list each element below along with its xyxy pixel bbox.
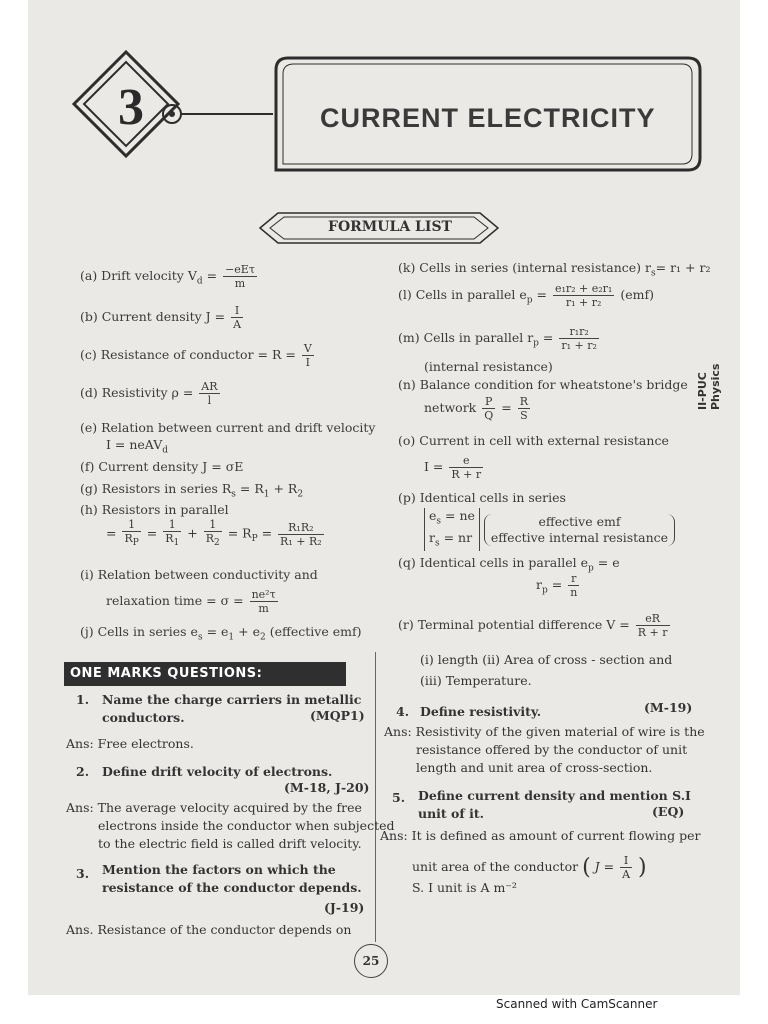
q1-number: 1.	[76, 692, 90, 707]
formula-o: (o) Current in cell with external resistance	[398, 433, 669, 448]
formula-c: (c) Resistance of conductor = R = $\frac{V}{I}$	[80, 342, 312, 369]
q1-text: Name the charge carriers in metallic	[102, 692, 362, 707]
formula-j: (j) Cells in series $e_s = e_1 + e_2$ (effective emf)	[80, 624, 362, 643]
formula-d: (d) Resistivity ρ = $\frac{AR}{l}$	[80, 380, 218, 407]
q3-answer-cont-2: (iii) Temperature.	[420, 673, 532, 688]
q5-tag: (EQ)	[652, 804, 685, 819]
chapter-title: CURRENT ELECTRICITY	[320, 103, 656, 133]
formula-g: (g) Resistors in series $R_s = R_1 + R_2$	[80, 481, 304, 500]
column-divider	[375, 652, 376, 942]
page-number: 25	[354, 944, 388, 978]
formula-n: (n) Balance condition for wheatstone's bridge	[398, 377, 688, 392]
formula-list-title: FORMULA LIST	[328, 219, 452, 235]
q1-answer: Ans: Free electrons.	[66, 736, 194, 751]
formula-h: (h) Resistors in parallel	[80, 502, 229, 517]
q2-answer-2: electrons inside the conductor when subjected	[98, 818, 395, 833]
formula-p-eq: $e_s$ = ne $r_s$ = nr effective emf effective internal resistance	[424, 508, 675, 551]
q3-tag: (J-19)	[324, 900, 365, 915]
formula-b: (b) Current density J = $\frac{I}{A}$	[80, 304, 242, 331]
formula-n-eq: network $\frac{P}{Q}$ = $\frac{R}{S}$	[424, 395, 528, 422]
scanner-watermark: Scanned with CamScanner	[496, 997, 658, 1011]
q1-tag: (MQP1)	[310, 708, 365, 723]
formula-r: (r) Terminal potential difference V = $\frac{eR}{R + r}$	[398, 612, 668, 639]
q4-answer-3: length and unit area of cross-section.	[416, 760, 653, 775]
q5-answer-2: unit area of the conductor ( J = $\frac{I}{A}$ )	[412, 854, 647, 881]
q3-answer-cont-1: (i) length (ii) Area of cross - section and	[420, 652, 673, 667]
book-page	[28, 0, 740, 995]
q4-text: Define resistivity.	[420, 704, 542, 719]
formula-q: (q) Identical cells in parallel $e_p = e$	[398, 555, 620, 574]
q5-text2: unit of it.	[418, 806, 484, 821]
formula-l: (l) Cells in parallel $e_p$ = $\frac{\text{e₁r₂ + e₂r₁}}{\text{r₁ + r₂}}$ (emf)	[398, 282, 654, 309]
formula-e: (e) Relation between current and drift velocity	[80, 420, 376, 435]
q5-text: Define current density and mention S.I	[418, 788, 691, 803]
q2-number: 2.	[76, 764, 90, 779]
formula-h-eq: = $\frac{1}{R_P}$ = $\frac{1}{R_1}$ + $\frac{1}{R_2}$ = $R_P$ = $\frac{\text{R₁R₂}}{\text{R₁ + R₂}}$	[106, 518, 322, 549]
q4-answer-1: Ans: Resistivity of the given material of wire is the	[384, 724, 705, 739]
q3-answer: Ans. Resistance of the conductor depends on	[66, 922, 352, 937]
q2-text: Define drift velocity of electrons.	[102, 764, 333, 779]
q2-answer-3: to the electric field is called drift velocity.	[98, 836, 362, 851]
formula-a: (a) Drift velocity $V_d$ = $\frac{\text{−eEτ}}{m}$	[80, 263, 255, 290]
q3-number: 3.	[76, 866, 90, 881]
q5-answer-1: Ans: It is defined as amount of current flowing per	[380, 828, 701, 843]
q3-text: Mention the factors on which the	[102, 862, 336, 877]
formula-o-eq: I = $\frac{e}{R + r}$	[424, 454, 482, 481]
formula-i-eq: relaxation time = σ = $\frac{\text{ne²τ}}{m}$	[106, 588, 276, 615]
q5-number: 5.	[392, 790, 406, 805]
q4-number: 4.	[396, 704, 410, 719]
side-label: II-PUC Physics	[696, 363, 722, 410]
q5-answer-3: S. I unit is A m⁻²	[412, 880, 517, 895]
formula-m-note: (internal resistance)	[424, 359, 553, 374]
chapter-number: 3	[118, 79, 144, 136]
q1-text2: conductors.	[102, 710, 185, 725]
q2-tag: (M-18, J-20)	[284, 780, 370, 795]
formula-f: (f) Current density J = σE	[80, 459, 244, 474]
q4-tag: (M-19)	[644, 700, 693, 715]
q3-text2: resistance of the conductor depends.	[102, 880, 362, 895]
formula-m: (m) Cells in parallel $r_p$ = $\frac{\text{r₁r₂}}{\text{r₁ + r₂}}$	[398, 325, 597, 352]
q2-answer-1: Ans: The average velocity acquired by the free	[66, 800, 362, 815]
formula-q-eq: $r_p$ = $\frac{r}{n}$	[536, 572, 578, 599]
formula-p: (p) Identical cells in series	[398, 490, 566, 505]
q4-answer-2: resistance offered by the conductor of unit	[416, 742, 688, 757]
formula-i: (i) Relation between conductivity and	[80, 567, 318, 582]
formula-k: (k) Cells in series (internal resistance) $r_s= r_1 + r_2$	[398, 260, 711, 279]
one-marks-heading: ONE MARKS QUESTIONS:	[64, 662, 346, 686]
formula-e-eq: I = neAV$_d$	[106, 437, 169, 456]
